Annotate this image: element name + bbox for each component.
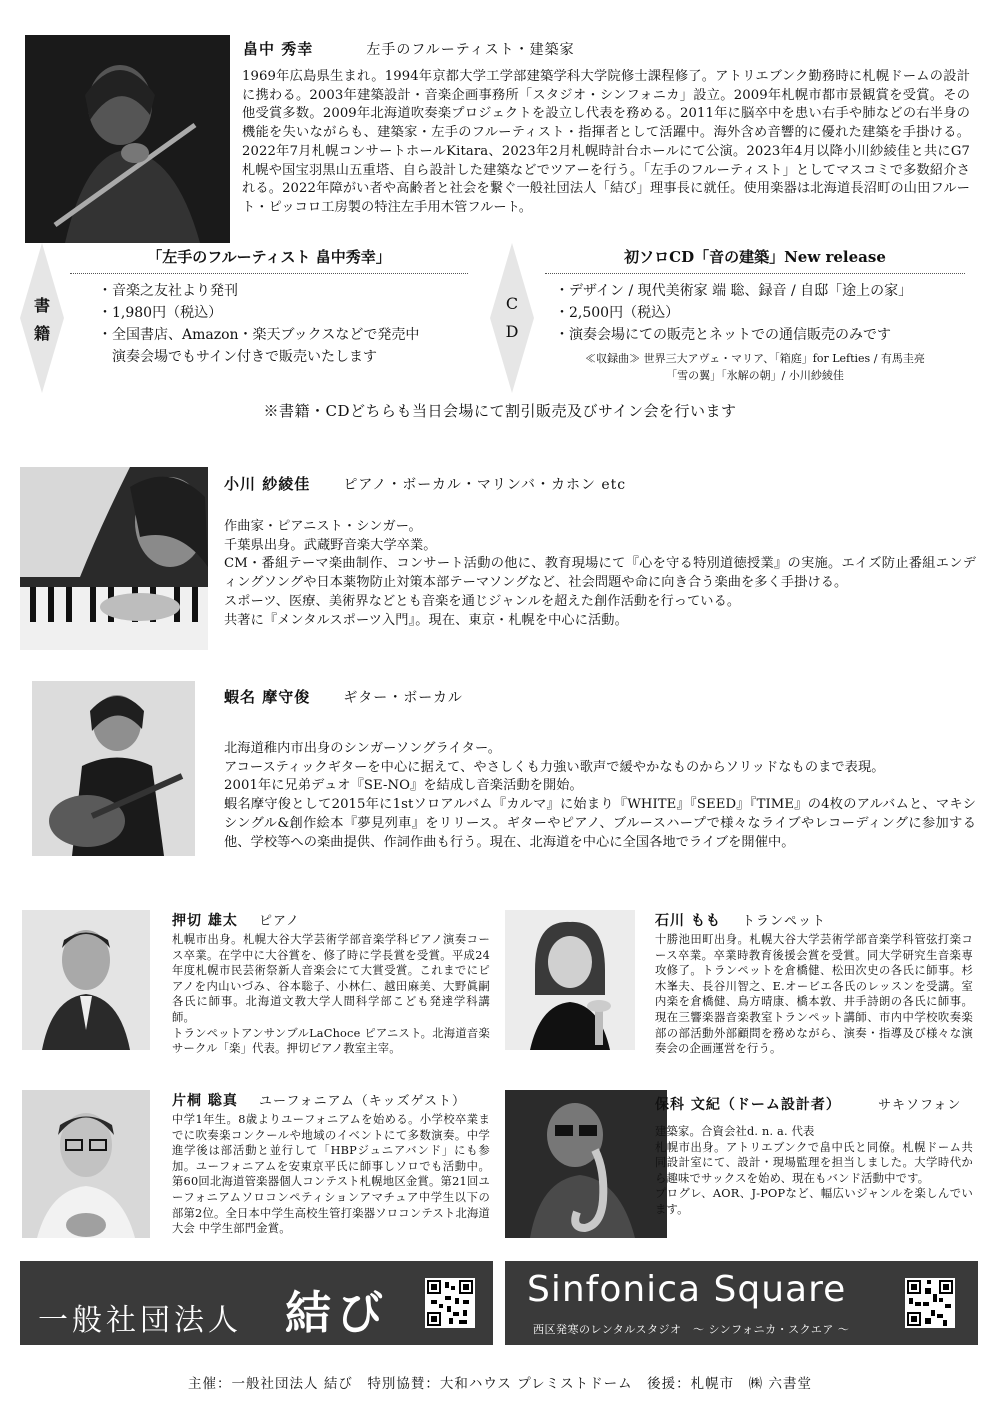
ogawa-role: ピアノ・ボーカル・マリンバ・カホン etc: [343, 477, 627, 493]
book-item: ・音楽之友社より発刊: [98, 283, 238, 299]
ebina-photo: [32, 681, 195, 856]
musubi-name: 結び: [285, 1286, 389, 1340]
ebina-name: 蝦名 摩守俊: [224, 688, 311, 706]
katagiri-header: [172, 1090, 466, 1110]
cd-label-2: D: [505, 322, 519, 341]
ebina-bio-line: 北海道稚内市出身のシンガーソングライター。: [224, 741, 501, 756]
ebina-bio-line: 蝦名摩守俊として2015年に1stソロアルバム『カルマ』に始まり『WHITE』『SEED』『TIME』の4枚のアルバムと、マキシシングル&創作絵本『夢見列車』をリリース。ギターやピアノ、ブルースハープで様々なライブやレコーディングに参加する他、学校等への楽曲提供、作詞作曲も行う。現在、北海道を中心に全国各地でライブを開催中。: [224, 797, 976, 850]
ishikawa-role: トランペット: [741, 914, 826, 929]
book-title: 「左手のフルーティスト 畠中秀幸」: [70, 246, 468, 274]
ishikawa-header: [655, 910, 826, 930]
ebina-role: ギター・ボーカル: [343, 690, 463, 706]
hatanaka-bio: 1969年広島県生まれ。1994年京都大学工学部建築学科大学院修士課程修了。アトリエブンク勤務時に札幌ドームの設計に携わる。2003年建築設計・音楽企画事務所「スタジオ・シンフォニカ」設立。2009年札幌市都市景観賞を受賞。その他受賞多数。2009年北海道吹奏楽プロジェクトを設立し代表を務める。2011年に脳卒中を患い右手や肺などの右半身の機能を失いながらも、建築家・左手のフルーティスト・指揮者として活躍中。海外含め音響的に優れた建築を手掛ける。2022年7月札幌コンサートホールKitara、2023年2月札幌時計台ホールにて公演。2023年4月以降小川紗綾佳と共にG7札幌や国宝羽黒山五重塔、自ら設計した建築などでツアーを行う。「左手のフルーティスト」としてマスコミで多数紹介される。2022年障がい者や高齢者と社会を繋ぐ一般社団法人「結び」理事長に就任。使用楽器は北海道長沼町の山田フルート・ピッコロ工房製の特注左手用木管フルート。: [242, 69, 970, 215]
ogawa-bio: [224, 518, 976, 630]
hoshina-header: [655, 1094, 970, 1114]
hatanaka-photo: [25, 35, 230, 243]
cd-item: ・デザイン / 現代美術家 端 聡、録音 / 自邸「途上の家」: [555, 283, 913, 299]
katagiri-role: ユーフォニアム（キッズゲスト）: [258, 1094, 466, 1109]
hoshina-bio-line: 建築家。合資会社d. n. a. 代表: [655, 1125, 815, 1138]
katagiri-bio: 中学1年生。8歳よりユーフォニアムを始める。小学校卒業までに吹奏楽コンクールや地域のイベントにて多数演奏。中学進学後は部活動と並行して「HBPジュニアバンド」にも参加。ユーフォニアムを安東京平氏に師事しソロでも活動中。第60回北海道管楽器個人コンテスト札幌地区金賞。第21回ユーフォニアムソロコンペティションアマチュア中学生以下の部第2位。全日本中学生高校生管打楽器ソロコンテスト北海道大会 中学生部門金賞。: [172, 1113, 490, 1236]
ogawa-header: [224, 473, 626, 494]
cd-label-1: C: [505, 294, 519, 313]
cd-recording-2: 「雪の翼」「氷解の朝」/ 小川紗綾佳: [666, 369, 844, 382]
hatanaka-role: 左手のフルーティスト・建築家: [366, 42, 575, 58]
hoshina-bio-line: 札幌市出身。アトリエブンクで畠中氏と同僚。札幌ドーム共同設計室にて、設計・現場監理を担当しました。大学時代から趣味でサックスを始め、現在もバンド活動中です。: [655, 1140, 973, 1185]
hoshina-bio: [655, 1124, 973, 1218]
book-section: [70, 246, 468, 368]
qr-code-icon: [425, 1278, 475, 1328]
sinfonica-banner[interactable]: [505, 1261, 978, 1345]
oshikiri-header: [172, 910, 300, 930]
oshikiri-bio: [172, 932, 502, 1057]
musubi-banner[interactable]: [20, 1261, 493, 1345]
ogawa-bio-line: CM・番組テーマ楽曲制作、コンサート活動の他に、教育現場にて『心を守る特別道徳授業』の実施。エイズ防止番組エンディングソングや日本薬物防止対策本部テーマソングなど、社会問題や命に向き合う楽曲を多く手掛ける。: [224, 556, 976, 591]
book-label-2: 籍: [33, 324, 50, 343]
hoshina-photo: [505, 1090, 667, 1238]
book-item: ・全国書店、Amazon・楽天ブックスなどで発売中: [98, 327, 420, 343]
sinfonica-qr-code[interactable]: [905, 1278, 955, 1328]
flutist-silhouette: [25, 35, 230, 243]
ebina-bio: [224, 740, 976, 852]
musubi-org-type: 一般社団法人: [38, 1303, 242, 1338]
pianist-image: [20, 467, 208, 650]
portrait-image: [22, 910, 150, 1050]
hatanaka-name: 畠中 秀幸: [243, 40, 314, 58]
qr-code-icon: [905, 1278, 955, 1328]
ogawa-bio-line: スポーツ、医療、美術界などとも音楽を通じジャンルを超えた創作活動を行っている。: [224, 593, 741, 609]
ogawa-photo: [20, 467, 208, 650]
book-label-1: 書: [33, 296, 50, 315]
ishikawa-photo: [505, 910, 635, 1050]
footer-credits: 主催：一般社団法人 結び 特別協賛：大和ハウス プレミストドーム 後援：札幌市 ㈱ 六書堂: [188, 1376, 812, 1392]
hoshina-name: 保科 文紀（ドーム設計者）: [655, 1097, 841, 1113]
katagiri-name: 片桐 聡真: [172, 1093, 238, 1109]
sinfonica-title: Sinfonica Square: [527, 1269, 847, 1310]
ogawa-bio-line: 作曲家・ピアニスト・シンガー。: [224, 519, 422, 534]
ishikawa-bio: 十勝池田町出身。札幌大谷大学芸術学部音楽学科管弦打楽コース卒業。卒業時教育後援会賞を受賞。同大学研究生音楽専攻修了。トランペットを倉橋健、松田次史の各氏に師事。杉木峯夫、長谷川智之、E.オービエ各氏のレッスンを受講。室内楽を倉橋健、鳥方晴康、橋本敦、井手詩朗の各氏に師事。現在三響楽器音楽教室トランペット講師、市内中学校吹奏楽部の部活動外部顧問を務めながら、演奏・指導及び様々な演奏会の企画運営を行う。: [655, 933, 973, 1056]
sales-notice: ※書籍・CDどちらも当日会場にて割引販売及びサイン会を行います: [263, 402, 737, 420]
cd-diamond: [490, 243, 534, 393]
ogawa-bio-line: 共著に『メンタルスポーツ入門』。現在、東京・札幌を中心に活動。: [224, 612, 628, 628]
ebina-bio-line: 2001年に兄弟デュオ『SE-NO』を結成し音楽活動を開始。: [224, 778, 583, 794]
ebina-header: [224, 686, 463, 707]
oshikiri-bio-line: トランペットアンサンブルLaChoce ピアニスト。北海道音楽サークル「楽」代表。押切ピアノ教室主宰。: [172, 1026, 490, 1056]
saxophonist-image: [505, 1090, 667, 1238]
oshikiri-photo: [22, 910, 150, 1050]
portrait-image: [22, 1090, 150, 1238]
cd-recording-1: ≪収録曲≫ 世界三大アヴェ・マリア、「箱庭」for Lefties / 有馬圭亮: [585, 352, 925, 365]
katagiri-photo: [22, 1090, 150, 1238]
hatanaka-header: [243, 38, 575, 59]
book-item: ・1,980円（税込）: [98, 305, 223, 321]
hoshina-role: サキソフォン: [877, 1098, 962, 1113]
cd-item: ・演奏会場にての販売とネットでの通信販売のみです: [555, 327, 891, 343]
hoshina-bio-line: プログレ、AOR、J-POPなど、幅広いジャンルを楽しんでいます。: [655, 1187, 973, 1216]
ishikawa-name: 石川 もも: [655, 913, 721, 929]
trumpeter-image: [505, 910, 635, 1050]
ogawa-name: 小川 紗綾佳: [224, 475, 311, 493]
oshikiri-bio-line: 札幌市出身。札幌大谷大学芸術学部音楽学科ピアノ演奏コース卒業。在学中に大谷賞を、修了時に学長賞を受賞。平成24年度札幌市民芸術祭新人音楽会にて大賞受賞。これまでにピアノを内山いづみ、谷本聡子、小林仁、越田麻美、大野眞嗣 各氏に師事。北海道文教大学人間科学部こども発達学科講師。: [172, 933, 502, 1024]
book-item: 演奏会場でもサイン付きで販売いたします: [98, 349, 378, 365]
ebina-bio-line: アコースティックギターを中心に据えて、やさしくも力強い歌声で緩やかなものからソリッドなものまで表現。: [224, 759, 885, 775]
book-diamond: [20, 243, 64, 393]
cd-item: ・2,500円（税込）: [555, 305, 680, 321]
ogawa-bio-line: 千葉県出身。武蔵野音楽大学卒業。: [224, 537, 437, 553]
oshikiri-role: ピアノ: [258, 914, 300, 929]
oshikiri-name: 押切 雄太: [172, 913, 238, 929]
cd-title: 初ソロCD「音の建築」New release: [545, 246, 965, 274]
musubi-qr-code[interactable]: [425, 1278, 475, 1328]
cd-section: [545, 246, 965, 384]
sinfonica-subtitle: 西区発寒のレンタルスタジオ ～ シンフォニカ・スクエア ～: [533, 1323, 850, 1336]
guitarist-image: [32, 681, 195, 856]
